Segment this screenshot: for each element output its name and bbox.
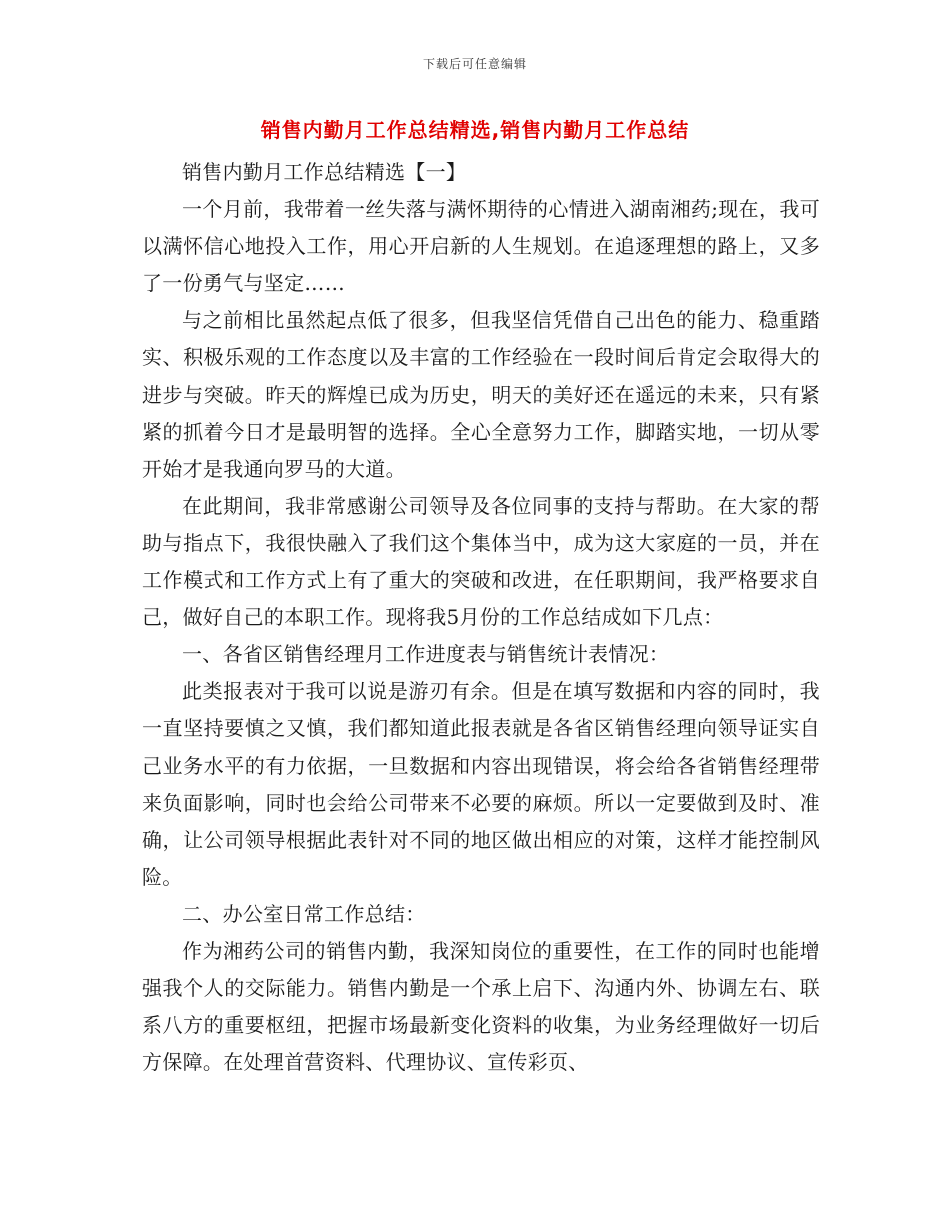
paragraph: 与之前相比虽然起点低了很多，但我坚信凭借自己出色的能力、稳重踏实、积极乐观的工作态度以及丰富的工作经验在一段时间后肯定会取得大的进步与突破。昨天的辉煌已成为历史，明天的美好还在遥远的未来，只有紧紧的抓着今日才是最明智的选择。全心全意努力工作，脚踏实地，一切从零开始才是我通向罗马的大道。	[142, 308, 820, 481]
section-heading-point-2: 二、办公室日常工作总结：	[182, 901, 426, 926]
section-heading-point-1: 一、各省区销售经理月工作进度表与销售统计表情况：	[182, 642, 670, 667]
paragraph: 此类报表对于我可以说是游刃有余。但是在填写数据和内容的同时，我一直坚持要慎之又慎，我们都知道此报表就是各省区销售经理向领导证实自己业务水平的有力依据，一旦数据和内容出现错误，将会给各省销售经理带来负面影响，同时也会给公司带来不必要的麻烦。所以一定要做到及时、准确，让公司领导根据此表针对不同的地区做出相应的对策，这样才能控制风险。	[142, 679, 820, 889]
paragraph: 作为湘药公司的销售内勤，我深知岗位的重要性，在工作的同时也能增强我个人的交际能力。销售内勤是一个承上启下、沟通内外、协调左右、联系八方的重要枢纽，把握市场最新变化资料的收集，为业务经理做好一切后方保障。在处理首营资料、代理协议、宣传彩页、	[142, 938, 820, 1075]
section-heading-1: 销售内勤月工作总结精选【一】	[182, 160, 467, 184]
header-note: 下载后可任意编辑	[422, 57, 527, 71]
paragraph: 在此期间，我非常感谢公司领导及各位同事的支持与帮助。在大家的帮助与指点下，我很快融入了我们这个集体当中，成为这大家庭的一员，并在工作模式和工作方式上有了重大的突破和改进，在任职期间，我严格要求自己，做好自己的本职工作。现将我5月份的工作总结成如下几点：	[142, 493, 820, 630]
paragraph: 一个月前，我带着一丝失落与满怀期待的心情进入湖南湘药;现在，我可以满怀信心地投入工作，用心开启新的人生规划。在追逐理想的路上，又多了一份勇气与坚定……	[142, 197, 820, 296]
document-title: 销售内勤月工作总结精选,销售内勤月工作总结	[260, 118, 690, 142]
document-body	[142, 154, 820, 1081]
